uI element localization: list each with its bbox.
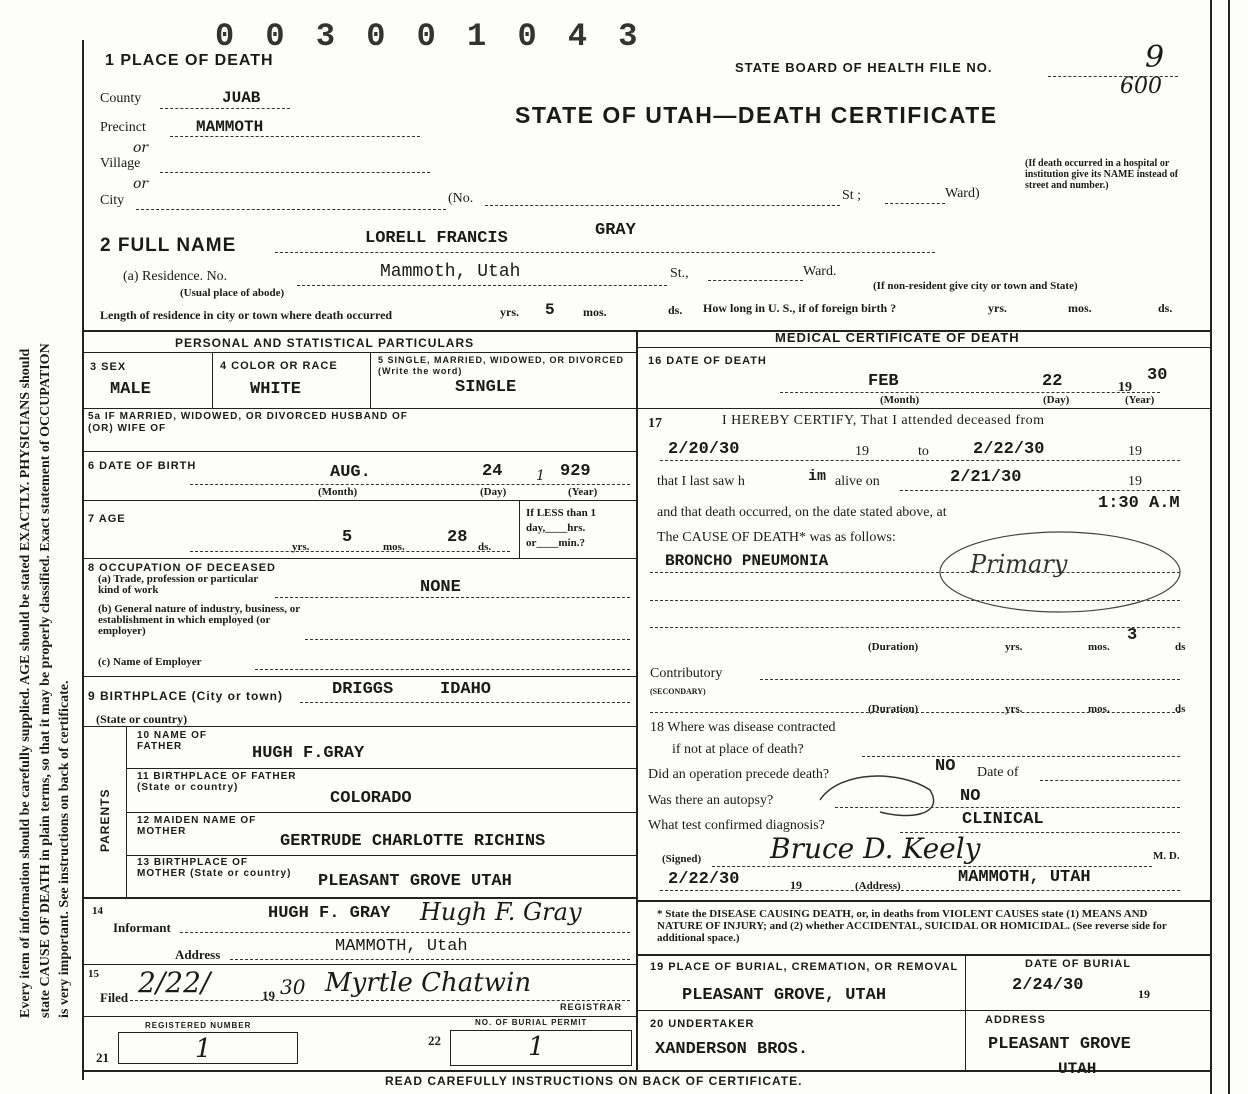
death-day-caption: (Day) [1043,394,1070,406]
duration-ds-2: ds [1175,703,1186,715]
marital-value: SINGLE [455,378,517,397]
filed-year: 30 [280,975,306,999]
mother-name-label: 12 MAIDEN NAME OF MOTHER [137,815,257,837]
registrar-signature: Myrtle Chatwin [325,968,532,998]
duration-yrs-1: yrs. [1005,641,1023,653]
residence-value: Mammoth, Utah [380,262,521,282]
cause-circle [940,532,1180,612]
undertaker-label: 20 UNDERTAKER [650,1018,755,1030]
attended-to: 2/22/30 [973,440,1045,459]
nineteen-3: 19 [1128,474,1142,489]
death-occurred-text: and that death occurred, on the date stated above, at [657,505,947,520]
filed-number: 15 [88,968,99,980]
death-month: FEB [868,372,899,391]
registrar-label: REGISTRAR [560,1002,623,1012]
dob-year-prefix: 1 [536,468,545,484]
father-birthplace-label: 11 BIRTHPLACE OF FATHER (State or country) [137,771,297,793]
hospital-note: (If death occurred in a hospital or institution give its NAME instead of street and number.) [1025,158,1179,191]
alive-on-text: alive on [835,474,880,489]
occupation-a: (a) Trade, profession or particular kind of work [98,573,259,596]
place-of-death-label: 1 PLACE OF DEATH [105,52,274,69]
personal-heading: PERSONAL AND STATISTICAL PARTICULARS [175,336,475,350]
usual-abode: (Usual place of abode) [180,287,285,299]
dob-day: 24 [482,462,503,481]
cause-value: BRONCHO PNEUMONIA [665,552,829,570]
contributory-label: Contributory [650,666,723,681]
footer-instructions: READ CAREFULLY INSTRUCTIONS ON BACK OF CERTIFICATE. [385,1074,803,1088]
filed-date: 2/22/ [138,966,211,999]
age-months: 28 [447,528,468,547]
file-no: 9 [1145,40,1165,75]
precinct-value: MAMMOTH [196,118,264,136]
death-year-caption: (Year) [1125,394,1155,406]
full-name-first: LORELL FRANCIS [365,229,508,248]
length-mos: mos. [583,305,607,319]
dob-month-caption: (Month) [318,486,358,498]
village-label: Village [100,156,141,171]
birthplace-state-caption: (State or country) [96,712,188,726]
autopsy-scribble [820,776,934,815]
last-saw-text: that I last saw h [657,474,745,489]
undertaker-address: PLEASANT GROVE [988,1035,1131,1054]
registered-prefix: 21 [96,1050,109,1065]
duration-label-2: (Duration) [868,703,919,715]
filed-year-prefix: 19 [262,988,275,1003]
attended-from: 2/20/30 [668,440,740,459]
margin-instruction-1: Every item of information should be carefully supplied. AGE should be stated EXACTLY. PHYSICIANS should [18,348,33,1018]
burial-permit-number: 1 [528,1032,545,1062]
certify-number: 17 [648,416,662,431]
full-name-last: GRAY [595,221,636,240]
occupation-label: 8 OCCUPATION OF DECEASED [88,562,276,574]
medical-heading: MEDICAL CERTIFICATE OF DEATH [775,330,1020,345]
age-yrs-label: yrs. [292,541,310,553]
spouse-label: 5a IF MARRIED, WIDOWED, OR DIVORCED HUSBAND OF (OR) WIFE OF [88,411,408,434]
cause-footnote: * State the DISEASE CAUSING DEATH, or, in deaths from VIOLENT CAUSES state (1) MEANS AND NATURE OF INJURY; and (2) whether ACCIDENTAL, SUICIDAL OR HOMICIDAL. (See reverse side for additional space.) [657,908,1167,944]
death-year: 30 [1147,366,1168,385]
undertaker-address-label: ADDRESS [985,1014,1046,1026]
length-ds: ds. [668,303,683,317]
us-ds: ds. [1158,301,1173,315]
length-yrs: yrs. [500,305,519,319]
test-label: What test confirmed diagnosis? [648,818,825,833]
dob-label: 6 DATE OF BIRTH [88,460,197,472]
mother-birthplace: PLEASANT GROVE UTAH [318,872,512,891]
age-mos-label: mos. [383,541,405,553]
nineteen-2: 19 [1128,444,1142,459]
duration-days: 3 [1127,626,1138,645]
signed-label: (Signed) [662,853,702,865]
informant-signature: Hugh F. Gray [420,898,582,926]
physician-signature: Bruce D. Keely [770,832,981,865]
no-label: (No. [448,191,474,206]
birthplace-label: 9 BIRTHPLACE (City or town) [88,689,283,703]
death-month-caption: (Month) [880,394,920,406]
q18b-label: if not at place of death? [672,742,804,757]
occupation-b: (b) General nature of industry, business, or establishment in which employed (or employer) [98,603,300,637]
burial-place: PLEASANT GROVE, UTAH [682,986,887,1005]
burial-place-label: 19 PLACE OF BURIAL, CREMATION, OR REMOVAL [650,961,959,973]
operation-label: Did an operation precede death? [648,767,830,782]
us-mos: mos. [1068,301,1092,315]
death-day: 22 [1042,372,1063,391]
mother-name: GERTRUDE CHARLOTTE RICHINS [280,832,546,851]
residence-ward: Ward. [803,264,837,279]
nineteen-1: 19 [855,444,869,459]
age-ds-label: ds. [478,541,492,553]
sex-label: 3 SEX [90,361,127,373]
ward-label: Ward) [945,186,980,201]
color-value: WHITE [250,380,302,399]
certificate-number: 0 0 3 0 0 1 0 4 3 [215,18,644,55]
date-of-death-label: 16 DATE OF DEATH [648,355,767,367]
cause-label: The CAUSE OF DEATH* was as follows: [657,530,896,545]
physician-address-label: (Address) [855,880,901,892]
registered-number: 1 [195,1034,212,1064]
color-label: 4 COLOR OR RACE [220,360,338,372]
precinct-label: Precinct [100,120,146,135]
secondary-label: (SECONDARY) [650,687,706,696]
length-mos-value: 5 [545,301,555,319]
duration-mos-1: mos. [1088,641,1110,653]
sex-value: MALE [110,380,151,399]
father-birthplace: COLORADO [330,789,412,808]
birthplace-state: IDAHO [440,680,492,699]
burial-nineteen: 19 [1138,987,1150,1001]
us-yrs: yrs. [988,301,1007,315]
marital-label: 5 SINGLE, MARRIED, WIDOWED, OR DIVORCED (Write the word) [378,355,625,376]
registered-number-label: REGISTERED NUMBER [145,1021,252,1030]
residence-st: St., [670,266,689,281]
to-label: to [918,444,929,459]
death-year-prefix: 19 [1118,380,1132,395]
duration-ds-1: ds [1175,641,1186,653]
undertaker-address-2: UTAH [1058,1060,1097,1078]
county-value: JUAB [222,89,261,107]
burial-permit-label: NO. OF BURIAL PERMIT [475,1018,588,1027]
margin-instruction-3: is very important. See instructions on back of certificate. [57,680,72,1018]
dob-year-caption: (Year) [568,486,598,498]
or-2: or [133,176,149,192]
certificate-title: STATE OF UTAH—DEATH CERTIFICATE [515,102,998,128]
md-label: M. D. [1153,850,1180,862]
informant-address-label: Address [175,947,221,962]
test-value: CLINICAL [962,810,1044,829]
operation-value: NO [935,757,956,776]
file-no-label: STATE BOARD OF HEALTH FILE NO. [735,60,993,75]
certify-text: I HEREBY CERTIFY, That I attended deceased from [722,413,1045,428]
autopsy-value: NO [960,787,981,806]
residence-label: (a) Residence. No. [123,269,228,284]
age-label: 7 AGE [88,513,126,525]
duration-label-1: (Duration) [868,641,919,653]
less-than-day: If LESS than 1 day,____hrs. or____min.? [526,507,597,549]
alive-date: 2/21/30 [950,468,1022,487]
last-saw-him: im [808,468,827,485]
us-length-label: How long in U. S., if of foreign birth ? [703,301,897,315]
st-label: St ; [842,188,862,203]
burial-date: 2/24/30 [1012,976,1084,995]
parents-label: PARENTS [98,788,112,852]
informant-number: 14 [92,905,103,917]
dob-month: AUG. [330,463,371,482]
informant-name: HUGH F. GRAY [268,904,391,923]
city-label: City [100,193,125,208]
informant-address: MAMMOTH, Utah [335,937,468,956]
dob-day-caption: (Day) [480,486,507,498]
informant-label: Informant [113,920,171,935]
filed-label: Filed [100,990,129,1005]
father-name-label: 10 NAME OF FATHER [137,730,208,752]
margin-instruction-2: state CAUSE OF DEATH in plain terms, so that it may be properly classified. Exact statement of OCCUPATION [38,343,53,1018]
occupation-c: (c) Name of Employer [98,656,202,668]
occupation-value: NONE [420,578,461,597]
mother-birthplace-label: 13 BIRTHPLACE OF MOTHER (State or country) [137,857,292,879]
or-1: or [133,140,149,156]
q18-label: 18 Where was disease contracted [650,720,836,735]
full-name-label: 2 FULL NAME [100,235,237,256]
father-name: HUGH F.GRAY [252,744,365,763]
autopsy-label: Was there an autopsy? [648,793,774,808]
undertaker-value: XANDERSON BROS. [655,1040,809,1059]
date-of-label: Date of [977,765,1019,780]
burial-date-label: DATE OF BURIAL [1025,958,1132,970]
file-no-annotation: 600 [1120,74,1162,99]
burial-permit-prefix: 22 [428,1033,441,1048]
dob-year: 929 [560,462,591,481]
death-time: 1:30 A.M [1098,494,1180,513]
nineteen-4: 19 [790,878,802,892]
duration-yrs-2: yrs. [1005,703,1023,715]
duration-mos-2: mos. [1088,703,1110,715]
age-years: 5 [342,528,353,547]
birthplace-city: DRIGGS [332,680,394,699]
length-residence-label: Length of residence in city or town where death occurred [100,308,393,322]
physician-address: MAMMOTH, UTAH [958,868,1091,887]
nonresident-note: (If non-resident give city or town and State) [873,280,1078,292]
signed-date: 2/22/30 [668,870,740,889]
county-label: County [100,91,142,106]
cause-annotation: Primary [970,550,1068,578]
